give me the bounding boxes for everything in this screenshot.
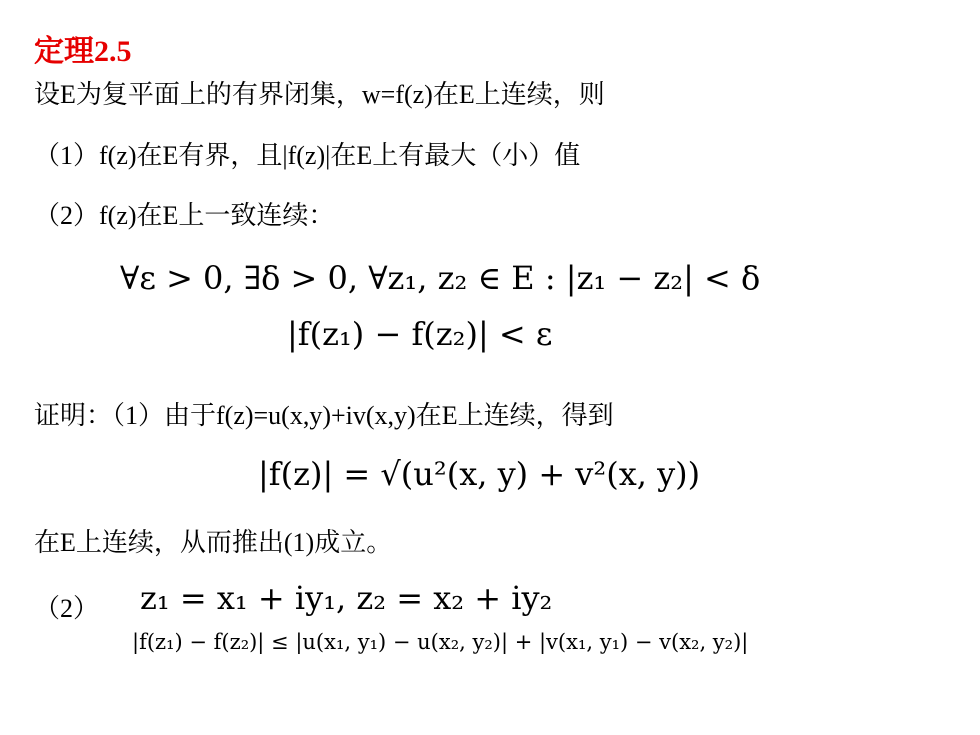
- part2-label: （2）: [34, 594, 100, 623]
- proof-conclusion: 在E上连续，从而推出(1)成立。: [34, 528, 393, 557]
- formula-decomposition: z₁ = x₁ + iy₁, z₂ = x₂ + iy₂: [140, 579, 553, 617]
- proof-intro: 证明：（1）由于f(z)=u(x,y)+iv(x,y)在E上连续，得到: [34, 401, 614, 430]
- theorem-title: 定理2.5: [34, 35, 132, 68]
- formula-uniform-continuity-result: |f(z₁) − f(z₂)| < ε: [287, 315, 553, 353]
- formula-uniform-continuity-condition: ∀ε > 0, ∃δ > 0, ∀z₁, z₂ ∈ E : |z₁ − z₂| < δ: [120, 259, 761, 297]
- item-2: （2）f(z)在E上一致连续：: [34, 201, 335, 230]
- formula-modulus: |f(z)| = √(u²(x, y) + v²(x, y)): [258, 455, 701, 493]
- formula-inequality: |f(z₁) − f(z₂)| ≤ |u(x₁, y₁) − u(x₂, y₂)| + |v(x₁, y₁) − v(x₂, y₂)|: [132, 630, 749, 654]
- theorem-statement: 设E为复平面上的有界闭集，w=f(z)在E上连续，则: [34, 80, 605, 109]
- item-1: （1）f(z)在E有界，且|f(z)|在E上有最大（小）值: [34, 141, 581, 170]
